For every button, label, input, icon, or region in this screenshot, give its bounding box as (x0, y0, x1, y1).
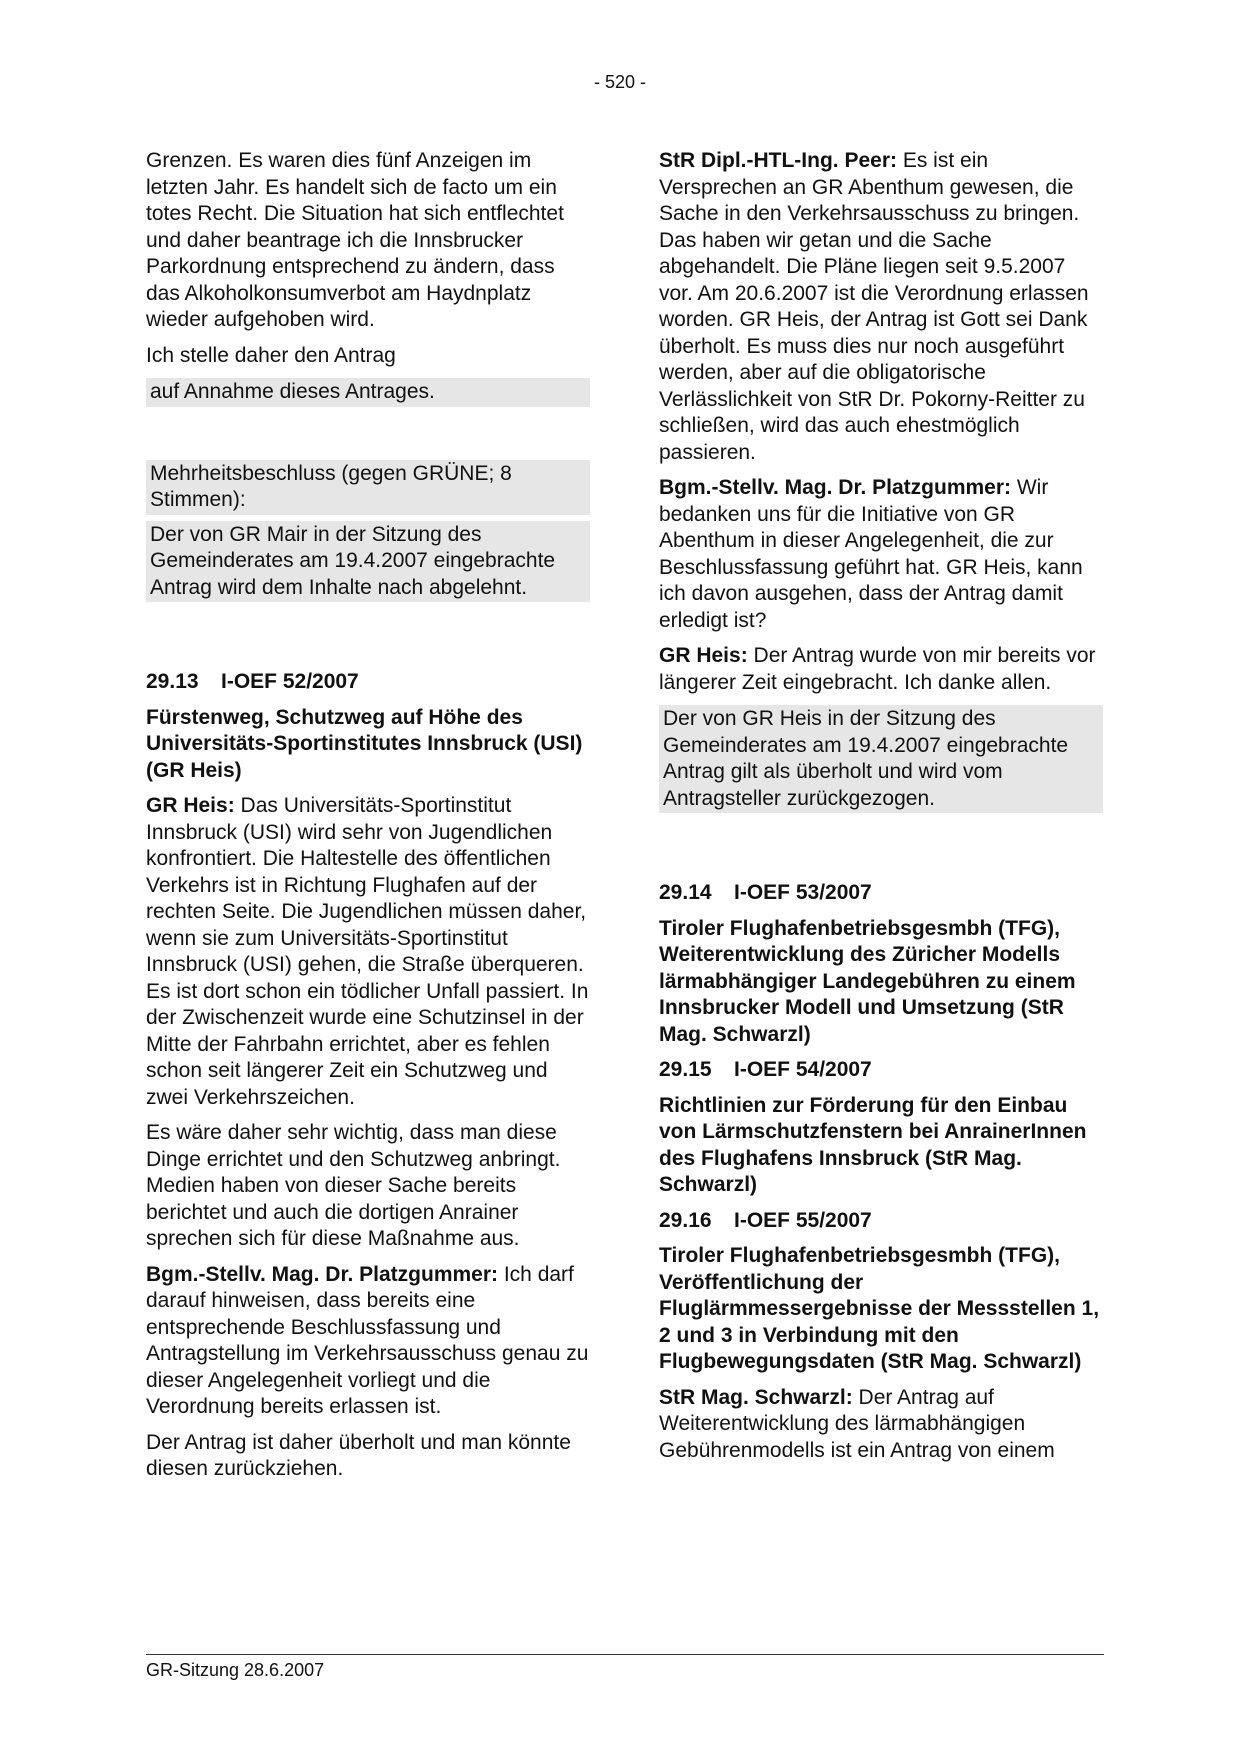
left-column (146, 148, 590, 1492)
agenda-item-header (659, 880, 1103, 907)
page-number: - 520 - (593, 72, 647, 92)
speech-text: Der Antrag wurde von mir bereits vor längerer Zeit eingebracht. Ich danke allen. (659, 644, 1096, 694)
speech (659, 475, 1103, 634)
speech-text: Es ist ein Versprechen an GR Abenthum gewesen, die Sache in den Verkehrsausschuss zu bringen. Das haben wir getan und die Sache abgehandelt. Die Pläne liegen seit 9.5.2007 vor. Am 20.6.2007 ist die Verordnung erlassen worden. GR Heis, der Antrag ist Gott sei Dank überholt. Es muss dies nur noch ausgeführt werden, aber auf die obligatorische Verlässlichkeit von StR Dr. Pokorny-Reitter zu schließen, wird das auch ehestmöglich passieren. (659, 149, 1089, 464)
speech-text: Das Universitäts-Sportinstitut Innsbruck (USI) wird sehr von Jugendlichen konfrontiert. Die Haltestelle des öffentlichen Verkehrs ist in Richtung Flughafen auf der rechten Seite. Die Jugendlichen müssen daher, wenn sie zum Universitäts-Sportinstitut Innsbruck (USI) gehen, die Straße überqueren. Es ist dort schon ein tödlicher Unfall passiert. In der Zwischenzeit wurde eine Schutzinsel in der Mitte der Fahrbahn errichtet, aber es fehlen schon seit längerer Zeit ein Schutzweg und zwei Verkehrszeichen. (146, 794, 589, 1109)
speaker-name: Bgm.-Stellv. Mag. Dr. Platzgummer: (659, 476, 1012, 499)
resolution-text: Der von GR Mair in der Sitzung des Gemeinderates am 19.4.2007 eingebrachte Antrag wird dem Inhalte nach abgelehnt. (146, 521, 590, 603)
paragraph: Ich stelle daher den Antrag (146, 343, 396, 367)
agenda-item-code: I-OEF 55/2007 (734, 1208, 872, 1232)
agenda-item-title: Tiroler Flughafenbetriebsgesmbh (TFG), Veröffentlichung der Fluglärmmessergebnisse der Messstellen 1, 2 und 3 in Verbindung mit den Flugbewegungsdaten (StR Mag. Schwarzl) (659, 1244, 1100, 1373)
spacer (146, 416, 590, 460)
agenda-item-header (146, 669, 590, 696)
agenda-item-code: I-OEF 52/2007 (221, 670, 359, 693)
speech (659, 643, 1103, 696)
speaker-name: Bgm.-Stellv. Mag. Dr. Platzgummer: (146, 1262, 499, 1286)
agenda-item-title: Fürstenweg, Schutzweg auf Höhe des Universitäts-Sportinstitutes Innsbruck (USI) (GR Heis) (146, 705, 583, 782)
speech-text: Der Antrag auf Weiterentwicklung des lärmabhängigen Gebührenmodells ist ein Antrag von einem (659, 1385, 1055, 1462)
speaker-name: StR Mag. Schwarzl: (659, 1385, 853, 1409)
resolution-text: Der von GR Heis in der Sitzung des Gemeinderates am 19.4.2007 eingebrachte Antrag gilt als überholt und wird vom Antragsteller zurückgezogen. (659, 705, 1103, 813)
agenda-item-number: 29.15 (659, 1058, 712, 1081)
agenda-item-header (659, 1208, 1103, 1235)
footer-text: GR-Sitzung 28.6.2007 (146, 1660, 325, 1680)
agenda-item-header (659, 1057, 1103, 1084)
agenda-item-number: 29.14 (659, 881, 712, 904)
agenda-item-code: I-OEF 53/2007 (734, 881, 872, 904)
agenda-item-title: Richtlinien zur Förderung für den Einbau von Lärmschutzfenstern bei AnrainerInnen des Flughafens Innsbruck (StR Mag. Schwarzl) (659, 1093, 1087, 1196)
paragraph: Grenzen. Es waren dies fünf Anzeigen im letzten Jahr. Es handelt sich de facto um ein totes Recht. Die Situation hat sich entflechtet und daher beantrage ich die Innsbrucker Parkordnung entsprechend zu ändern, dass das Alkoholkonsumverbot am Haydnplatz wieder aufgehoben wird. (146, 149, 564, 331)
speaker-name: GR Heis: (659, 644, 748, 667)
speech (659, 1385, 1103, 1465)
speaker-name: GR Heis: (146, 794, 235, 817)
right-column (659, 148, 1103, 1473)
vote-result: Mehrheitsbeschluss (gegen GRÜNE; 8 Stimmen): (146, 460, 590, 515)
speech (146, 1262, 590, 1421)
paragraph: Der Antrag ist daher überholt und man könnte diesen zurückziehen. (146, 1430, 571, 1480)
speech (146, 793, 590, 1111)
speaker-name: StR Dipl.-HTL-Ing. Peer: (659, 149, 897, 172)
speech-text: Ich darf darauf hinweisen, dass bereits eine entsprechende Beschlussfassung und Antragstellung im Verkehrsausschuss genau zu dieser Angelegenheit vorliegt und die Verordnung bereits erlassen ist. (146, 1262, 589, 1418)
spacer (146, 611, 590, 669)
paragraph: Es wäre daher sehr wichtig, dass man diese Dinge errichtet und den Schutzweg anbringt. Medien haben von dieser Sache bereits berichtet und auch die dortigen Anrainer sprechen sich für diese Maßnahme aus. (146, 1121, 561, 1250)
agenda-item-number: 29.13 (146, 670, 199, 693)
speech (659, 148, 1103, 466)
speech-text: Wir bedanken uns für die Initiative von GR Abenthum in dieser Angelegenheit, die zur Beschlussfassung geführt hat. GR Heis, kann ich davon ausgehen, dass der Antrag damit erledigt ist? (659, 476, 1083, 632)
footer-divider (146, 1654, 1104, 1655)
spacer (659, 822, 1103, 880)
agenda-item-title: Tiroler Flughafenbetriebsgesmbh (TFG), Weiterentwicklung des Züricher Modells lärmabhängiger Landegebühren zu einem Innsbrucker Modell und Umsetzung (StR Mag. Schwarzl) (659, 916, 1076, 1046)
agenda-item-number: 29.16 (659, 1208, 712, 1232)
agenda-item-code: I-OEF 54/2007 (734, 1058, 872, 1081)
motion-text: auf Annahme dieses Antrages. (146, 378, 590, 407)
